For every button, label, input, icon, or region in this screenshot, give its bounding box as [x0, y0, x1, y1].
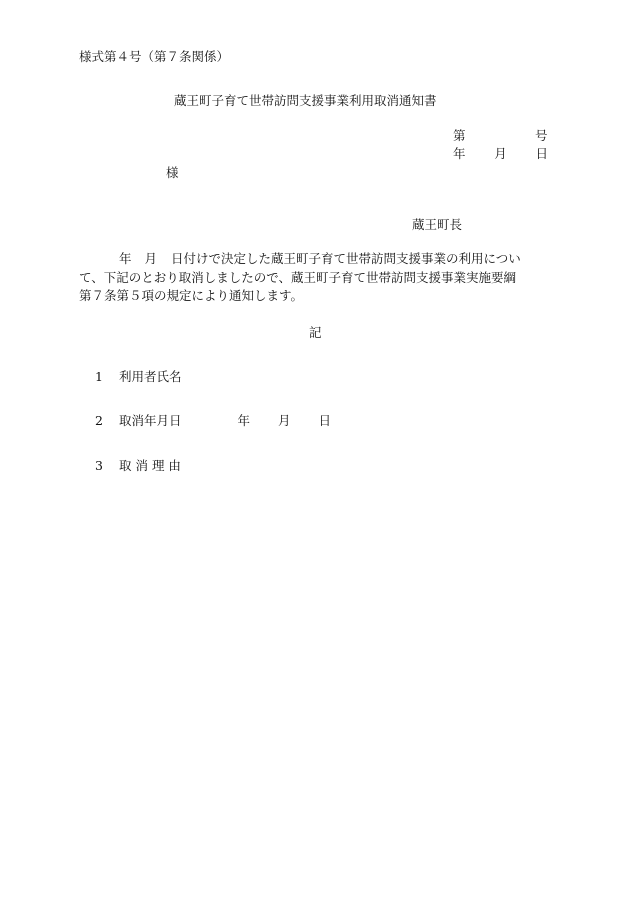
issue-date [453, 146, 548, 162]
item-number: 1 [95, 369, 103, 384]
issue-date-day: 日 [535, 146, 548, 161]
body-month: 月 [144, 251, 158, 266]
addressee: 様 [166, 165, 179, 180]
body-line-1 [79, 250, 549, 269]
cancel-date-year: 年 [237, 413, 251, 428]
body-line-3: 第７条第５項の規定により通知します。 [79, 288, 304, 303]
item-row-2 [93, 413, 331, 429]
body-year: 年 [119, 251, 132, 266]
item-label: 取消年月日 [119, 413, 182, 428]
cancel-date-day: 日 [318, 413, 332, 428]
item-number: 2 [95, 413, 103, 428]
document-number-suffix: 号 [535, 128, 548, 143]
body-paragraph [79, 250, 549, 306]
item-row-1 [93, 369, 182, 385]
item-number: 3 [95, 458, 103, 473]
issue-date-month: 月 [494, 146, 507, 161]
form-number: 様式第４号（第７条関係） [79, 49, 230, 64]
body-line-2: て、下記のとおり取消しましたので、蔵王町子育て世帯訪問支援事業実施要綱 [79, 269, 517, 285]
document-number-prefix: 第 [453, 128, 466, 143]
item-label: 利用者氏名 [119, 369, 182, 384]
item-label: 取 消 理 由 [119, 458, 181, 473]
cancel-date-month: 月 [278, 413, 291, 428]
cancel-date [238, 413, 332, 429]
issue-date-year: 年 [453, 146, 466, 161]
sender: 蔵王町長 [412, 217, 463, 232]
body-line-1-text: 日付けで決定した蔵王町子育て世帯訪問支援事業の利用につい [171, 251, 521, 266]
item-row-3 [93, 458, 181, 474]
ki-heading: 記 [309, 325, 322, 340]
document-title: 蔵王町子育て世帯訪問支援事業利用取消通知書 [174, 93, 437, 108]
